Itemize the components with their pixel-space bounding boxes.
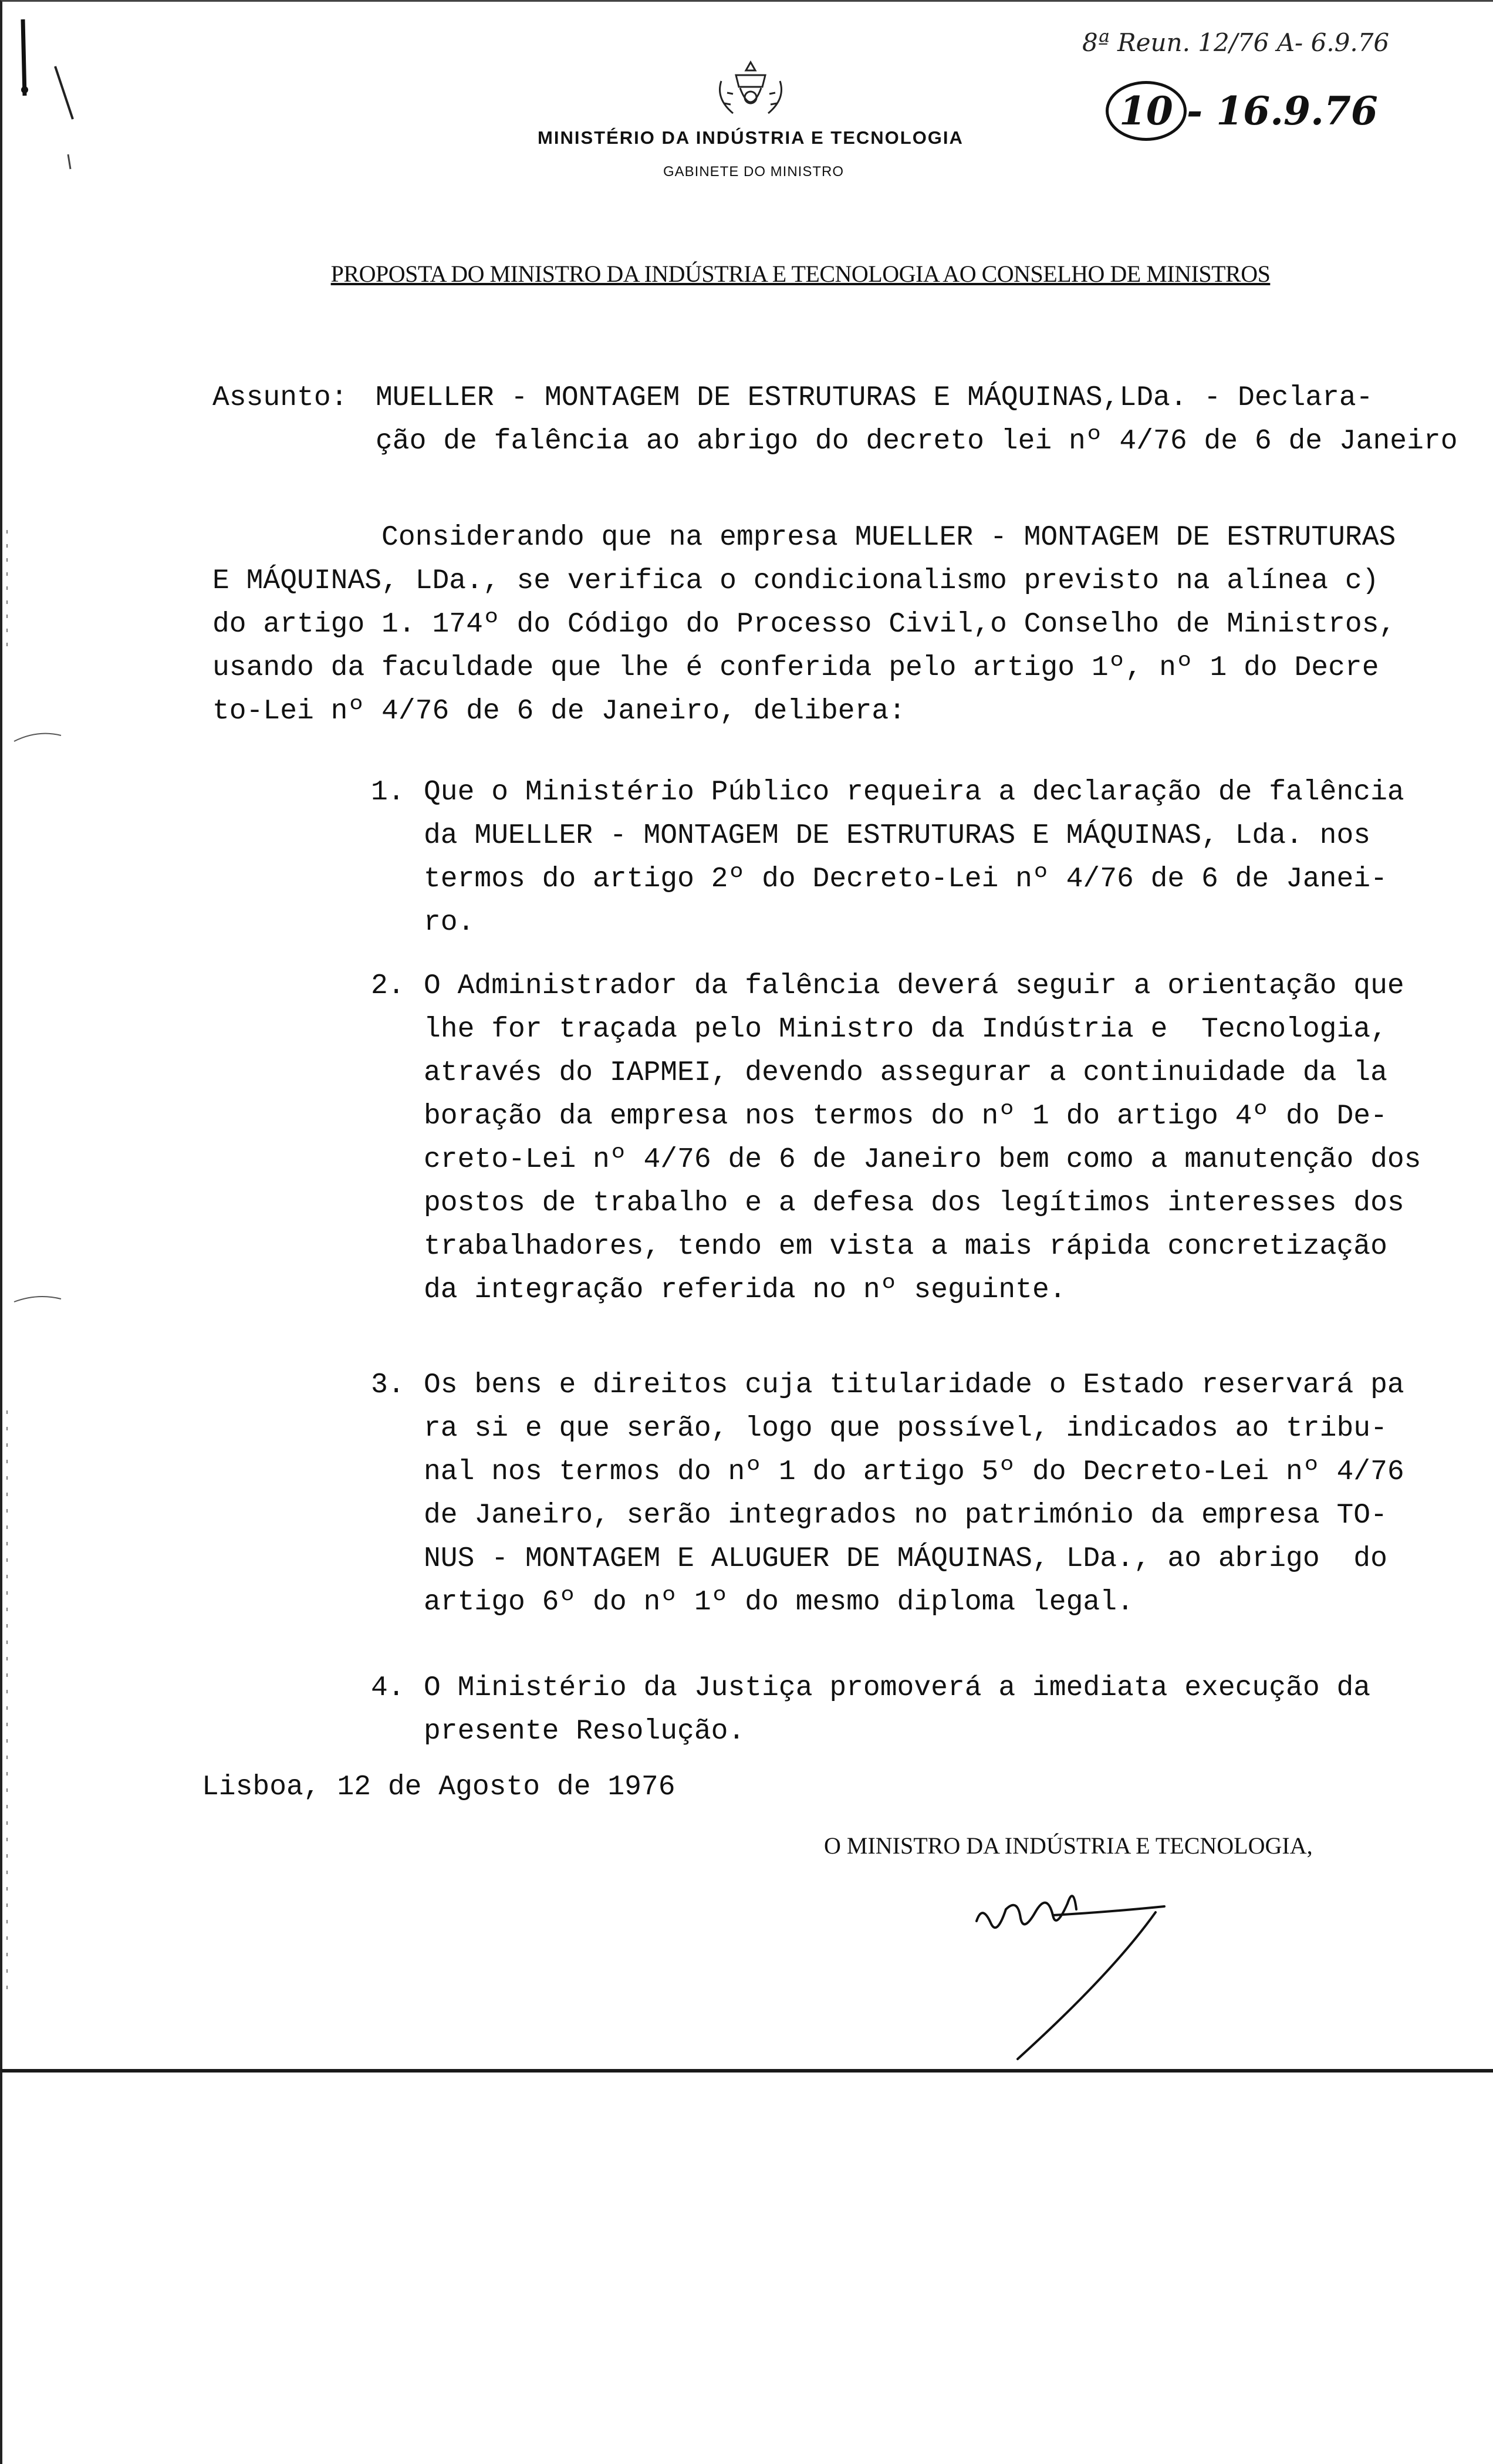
signatory-title: O MINISTRO DA INDÚSTRIA E TECNOLOGIA, [824, 1832, 1313, 1859]
handwritten-number: 10 [1106, 81, 1187, 141]
cabinet-name: GABINETE DO MINISTRO [663, 164, 845, 180]
subject-line-2: ção de falência ao abrigo do decreto lei nº 4/76 de 6 de Janeiro [376, 426, 1458, 457]
item-number: 2. [371, 970, 405, 1002]
subject-line-1: MUELLER - MONTAGEM DE ESTRUTURAS E MÁQUINAS,LDa. - Declara- [376, 382, 1373, 414]
item-text: O Ministério da Justiça promoverá a imediata execução da presente Resolução. [424, 1672, 1371, 1747]
handwritten-date: - 16.9.76 [1186, 88, 1378, 134]
blank-lower-area [0, 2069, 1493, 2464]
proposal-title: PROPOSTA DO MINISTRO DA INDÚSTRIA E TECNOLOGIA AO CONSELHO DE MINISTROS [330, 261, 1271, 287]
item-text: Que o Ministério Público requeira a declaração de falência da MUELLER - MONTAGEM DE ESTRUTURAS E MÁQUINAS, Lda. nos termos do artigo 2º do Decreto-Lei nº 4/76 de 6 de Janei- ro. [424, 777, 1404, 939]
item-number: 1. [371, 777, 405, 808]
ministry-name: MINISTÉRIO DA INDÚSTRIA E TECNOLOGIA [538, 127, 964, 148]
handwritten-number-date [1106, 81, 1378, 141]
signature-icon [965, 1880, 1200, 2068]
intro-paragraph: Considerando que na empresa MUELLER - MONTAGEM DE ESTRUTURAS E MÁQUINAS, LDa., se verifica o condicionalismo previsto na alínea c) do artigo 1. 174º do Código do Processo Civil,o Conselho de Ministros, usando da faculdade que lhe é conferida pelo artigo 1º, nº 1 do Decre to-Lei nº 4/76 de 6 de Janeiro, delibera: [212, 522, 1396, 727]
item-text: Os bens e direitos cuja titularidade o Estado reservará pa ra si e que serão, logo que possível, indicados ao tribu- nal nos termos do nº 1 do artigo 5º do Decreto-Lei nº 4/76 de Janeiro, serão integrados no património da empresa TO- NUS - MONTAGEM E ALUGUER DE MÁQUINAS, LDa., ao abrigo do artigo 6º do nº 1º do mesmo diploma legal. [424, 1369, 1404, 1618]
item-number: 4. [371, 1672, 405, 1704]
place-date: Lisboa, 12 de Agosto de 1976 [202, 1771, 675, 1803]
subject-label: Assunto: [212, 382, 348, 414]
handwritten-reference: 8ª Reun. 12/76 A- 6.9.76 [1082, 28, 1390, 57]
coat-of-arms-icon [704, 58, 798, 122]
item-text: O Administrador da falência deverá seguir a orientação que lhe for traçada pelo Ministro da Indústria e Tecnologia, através do IAPMEI, devendo assegurar a continuidade da la boração da empresa nos termos do nº 1 do artigo 4º do De- creto-Lei nº 4/76 de 6 de Janeiro bem como a manutenção dos postos de trabalho e a defesa dos legítimos interesses dos trabalhadores, tendo em vista a mais rápida concretização da integração referida no nº seguinte. [424, 970, 1421, 1306]
item-number: 3. [371, 1369, 405, 1401]
